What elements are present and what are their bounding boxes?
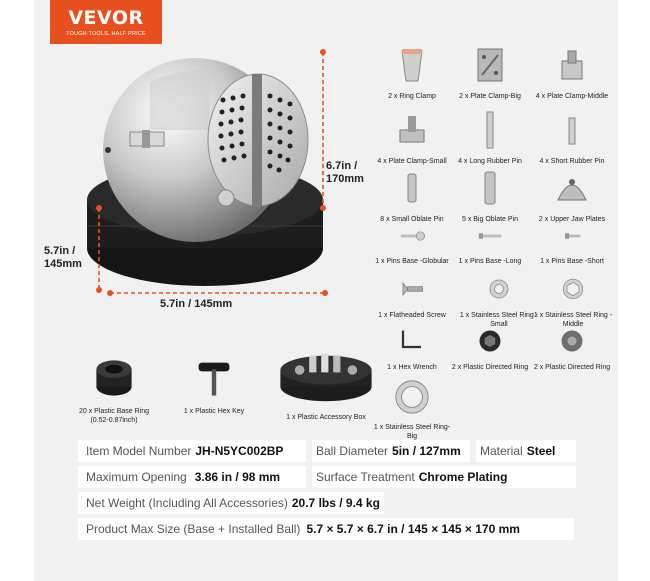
big-oblate-pin-icon	[470, 168, 510, 208]
part-label: 5 x Big Oblate Pin	[461, 216, 519, 223]
spec-label-opening: Maximum Opening	[86, 470, 187, 484]
brand-logo	[50, 0, 162, 44]
divider	[470, 440, 476, 462]
plate-clamp-big-icon	[470, 45, 510, 85]
accessory-box-icon	[276, 346, 376, 406]
spec-value-opening: 3.86 in / 98 mm	[194, 470, 281, 484]
part-label: 1 x Pins Base -Long	[458, 258, 522, 265]
part-label: 4 x Long Rubber Pin	[458, 158, 522, 165]
hex-wrench-icon	[392, 326, 432, 356]
depth-dimension: 5.7in / 145mm	[44, 245, 82, 270]
plastic-directed-ring-icon	[470, 326, 510, 356]
width-dimension: 5.7in / 145mm	[160, 298, 233, 310]
spec-row-1	[78, 440, 576, 462]
plastic-directed-ring-icon	[552, 326, 592, 356]
spec-value-model: JH-N5YC002BP	[195, 444, 284, 458]
part-label: 4 x Plate Clamp-Middle	[535, 93, 609, 100]
spec-row-2	[78, 466, 576, 488]
part-plate-clamp-middle	[530, 45, 614, 101]
spec-value-ball-diameter: 5in / 127mm	[392, 444, 461, 458]
ring-clamp-icon	[392, 45, 432, 85]
part-pins-base-short	[530, 222, 614, 266]
part-label: 2 x Plastic Directed Ring	[533, 364, 611, 371]
part-steel-ring-big	[370, 378, 454, 441]
plastic-base-ring-icon	[92, 356, 136, 400]
upper-jaw-plate-icon	[552, 168, 592, 208]
part-label: 1 x Stainless Steel Ring-Big	[373, 424, 451, 440]
part-big-oblate-pin	[448, 168, 532, 224]
brand-name: VEVOR	[68, 7, 144, 29]
part-hex-wrench	[370, 326, 454, 372]
part-label: 20 x Plastic Base Ring (0.52-0.87inch)	[78, 408, 150, 424]
spec-label-model: Item Model Number	[86, 444, 192, 458]
part-label: 2 x Ring Clamp	[388, 93, 436, 100]
part-label: 2 x Plate Clamp-Big	[459, 93, 521, 100]
part-plastic-directed-ring-2	[530, 326, 614, 372]
spec-label-weight: Net Weight (Including All Accessories)	[86, 496, 288, 510]
part-label: 1 x Stainless Steel Ring -Middle	[533, 312, 613, 328]
spec-label-size: Product Max Size (Base + Installed Ball)	[86, 522, 301, 536]
plastic-hex-key-icon	[192, 356, 236, 400]
spec-value-size: 5.7 × 5.7 × 6.7 in / 145 × 145 × 170 mm	[306, 522, 520, 536]
part-label: 8 x Small Oblate Pin	[380, 216, 444, 223]
part-pins-base-globular	[370, 222, 454, 266]
part-label: 1 x Flatheaded Screw	[378, 312, 446, 319]
part-upper-jaw-plates	[530, 168, 614, 224]
part-long-rubber-pin	[448, 110, 532, 166]
part-plate-clamp-small	[370, 110, 454, 166]
spec-row-3	[78, 492, 384, 514]
divider	[306, 466, 312, 488]
short-rubber-pin-icon	[552, 110, 592, 150]
part-label: 1 x Stainless Steel Ring -Small	[459, 312, 539, 328]
part-flatheaded-screw	[370, 274, 454, 320]
spec-row-4	[78, 518, 574, 540]
divider	[306, 440, 312, 462]
part-pins-base-long	[448, 222, 532, 266]
part-label: 1 x Plastic Hex Key	[183, 408, 245, 415]
part-label: 2 x Upper Jaw Plates	[538, 216, 606, 223]
part-label: 1 x Pins Base -Globular	[375, 258, 449, 265]
part-plate-clamp-big	[448, 45, 532, 101]
flatheaded-screw-icon	[392, 274, 432, 304]
spec-label-surface: Surface Treatment	[316, 470, 415, 484]
pins-base-globular-icon	[392, 222, 432, 250]
plate-clamp-middle-icon	[552, 45, 592, 85]
long-rubber-pin-icon	[470, 110, 510, 150]
part-label: 2 x Plastic Directed Ring	[451, 364, 529, 371]
part-short-rubber-pin	[530, 110, 614, 166]
height-dimension: 6.7in / 170mm	[326, 160, 364, 185]
part-label: 4 x Short Rubber Pin	[539, 158, 605, 165]
spec-label-ball-diameter: Ball Diameter	[316, 444, 389, 458]
part-label: 4 x Plate Clamp-Small	[377, 158, 447, 165]
pins-base-long-icon	[470, 222, 510, 250]
pins-base-short-icon	[552, 222, 592, 250]
spec-value-weight: 20.7 lbs / 9.4 kg	[291, 496, 380, 510]
steel-ring-small-icon	[479, 274, 519, 304]
part-label: 1 x Plastic Accessory Box	[286, 414, 366, 421]
part-small-oblate-pin	[370, 168, 454, 224]
part-plastic-hex-key	[172, 356, 256, 416]
spec-value-surface: Chrome Plating	[418, 470, 508, 484]
spec-label-material: Material	[480, 444, 523, 458]
small-oblate-pin-icon	[392, 168, 432, 208]
part-plastic-directed-ring-1	[448, 326, 532, 372]
brand-tagline: TOUGH TOOLS, HALF PRICE	[66, 31, 146, 37]
part-label: 1 x Hex Wrench	[387, 364, 437, 371]
part-plastic-base-ring	[72, 356, 156, 425]
steel-ring-middle-icon	[553, 274, 593, 304]
part-ring-clamp	[370, 45, 454, 101]
part-label: 1 x Pins Base -Short	[540, 258, 604, 265]
part-steel-ring-middle	[530, 274, 616, 329]
steel-ring-big-icon	[393, 378, 431, 416]
spec-value-material: Steel	[526, 444, 556, 458]
part-accessory-box	[270, 346, 382, 422]
plate-clamp-small-icon	[392, 110, 432, 150]
